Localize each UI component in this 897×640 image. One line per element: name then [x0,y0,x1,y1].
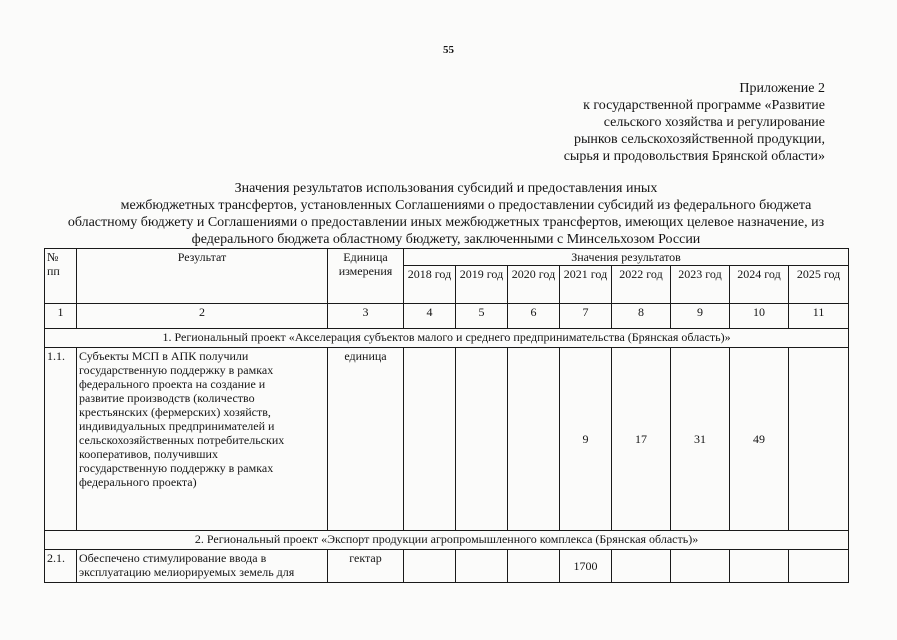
row-value [508,550,560,583]
column-number: 11 [789,304,849,329]
header-unit: Единица измерения [328,249,404,304]
column-number-row [45,304,849,329]
row-value [789,348,849,531]
header-result: Результат [77,249,328,304]
section-row [45,329,849,348]
header-row [45,249,849,266]
row-value [671,550,730,583]
header-year: 2025 год [789,266,849,304]
header-year: 2022 год [612,266,671,304]
section-title: 1. Региональный проект «Акселерация субъектов малого и среднего предпринимательства (Брянская область)» [45,329,849,348]
row-unit: единица [328,348,404,531]
row-result: Субъекты МСП в АПК получили государственную поддержку в рамках федерального проекта на создание и развитие производств (количество крестьянских (фермерских) хозяйств, индивидуальных предпринимателей и сельскохозяйственных потребительских кооперативов, получивших государственную поддержку в рамках федерального проекта) [77,348,328,531]
page-number: 55 [443,44,454,56]
table-row [45,348,849,531]
column-number: 1 [45,304,77,329]
header-num: № пп [45,249,77,304]
row-value: 49 [730,348,789,531]
row-value: 31 [671,348,730,531]
appendix-line: Приложение 2 [739,81,825,96]
header-year: 2024 год [730,266,789,304]
appendix-line: сельского хозяйства и регулирование [603,115,825,130]
document-title [44,180,848,248]
row-value [789,550,849,583]
column-number: 6 [508,304,560,329]
title-line: областному бюджету и Соглашениями о предоставлении иных межбюджетных трансфертов, имеющих целевое назначение, из [67,215,825,230]
row-value [456,348,508,531]
row-unit: гектар [328,550,404,583]
row-result: Обеспечено стимулирование ввода в эксплуатацию мелиорируемых земель для [77,550,328,583]
title-line: федерального бюджета областному бюджету, заключенными с Минсельхозом России [191,232,701,247]
title-line: межбюджетных трансфертов, установленных Соглашениями о предоставлении субсидий из федерального бюджета [120,198,812,213]
row-value [404,348,456,531]
title-line: Значения результатов использования субсидий и предоставления иных [234,181,658,196]
header-year: 2021 год [560,266,612,304]
row-num: 1.1. [45,348,77,531]
header-year: 2018 год [404,266,456,304]
row-value [404,550,456,583]
header-year: 2020 год [508,266,560,304]
section-row [45,531,849,550]
header-year: 2019 год [456,266,508,304]
appendix-header [564,80,825,165]
row-value: 1700 [560,550,612,583]
column-number: 7 [560,304,612,329]
column-number: 8 [612,304,671,329]
row-value [456,550,508,583]
row-value [730,550,789,583]
row-num: 2.1. [45,550,77,583]
column-number: 4 [404,304,456,329]
row-value: 9 [560,348,612,531]
results-table [44,248,849,583]
section-title: 2. Региональный проект «Экспорт продукции агропромышленного комплекса (Брянская область)» [45,531,849,550]
column-number: 10 [730,304,789,329]
header-year: 2023 год [671,266,730,304]
row-value [612,550,671,583]
column-number: 5 [456,304,508,329]
appendix-line: сырья и продовольствия Брянской области» [563,149,825,164]
appendix-line: к государственной программе «Развитие [583,98,825,113]
column-number: 9 [671,304,730,329]
table-row [45,550,849,583]
row-value [508,348,560,531]
row-value: 17 [612,348,671,531]
column-number: 2 [77,304,328,329]
appendix-line: рынков сельскохозяйственной продукции, [574,132,825,147]
column-number: 3 [328,304,404,329]
header-values: Значения результатов [404,249,849,266]
